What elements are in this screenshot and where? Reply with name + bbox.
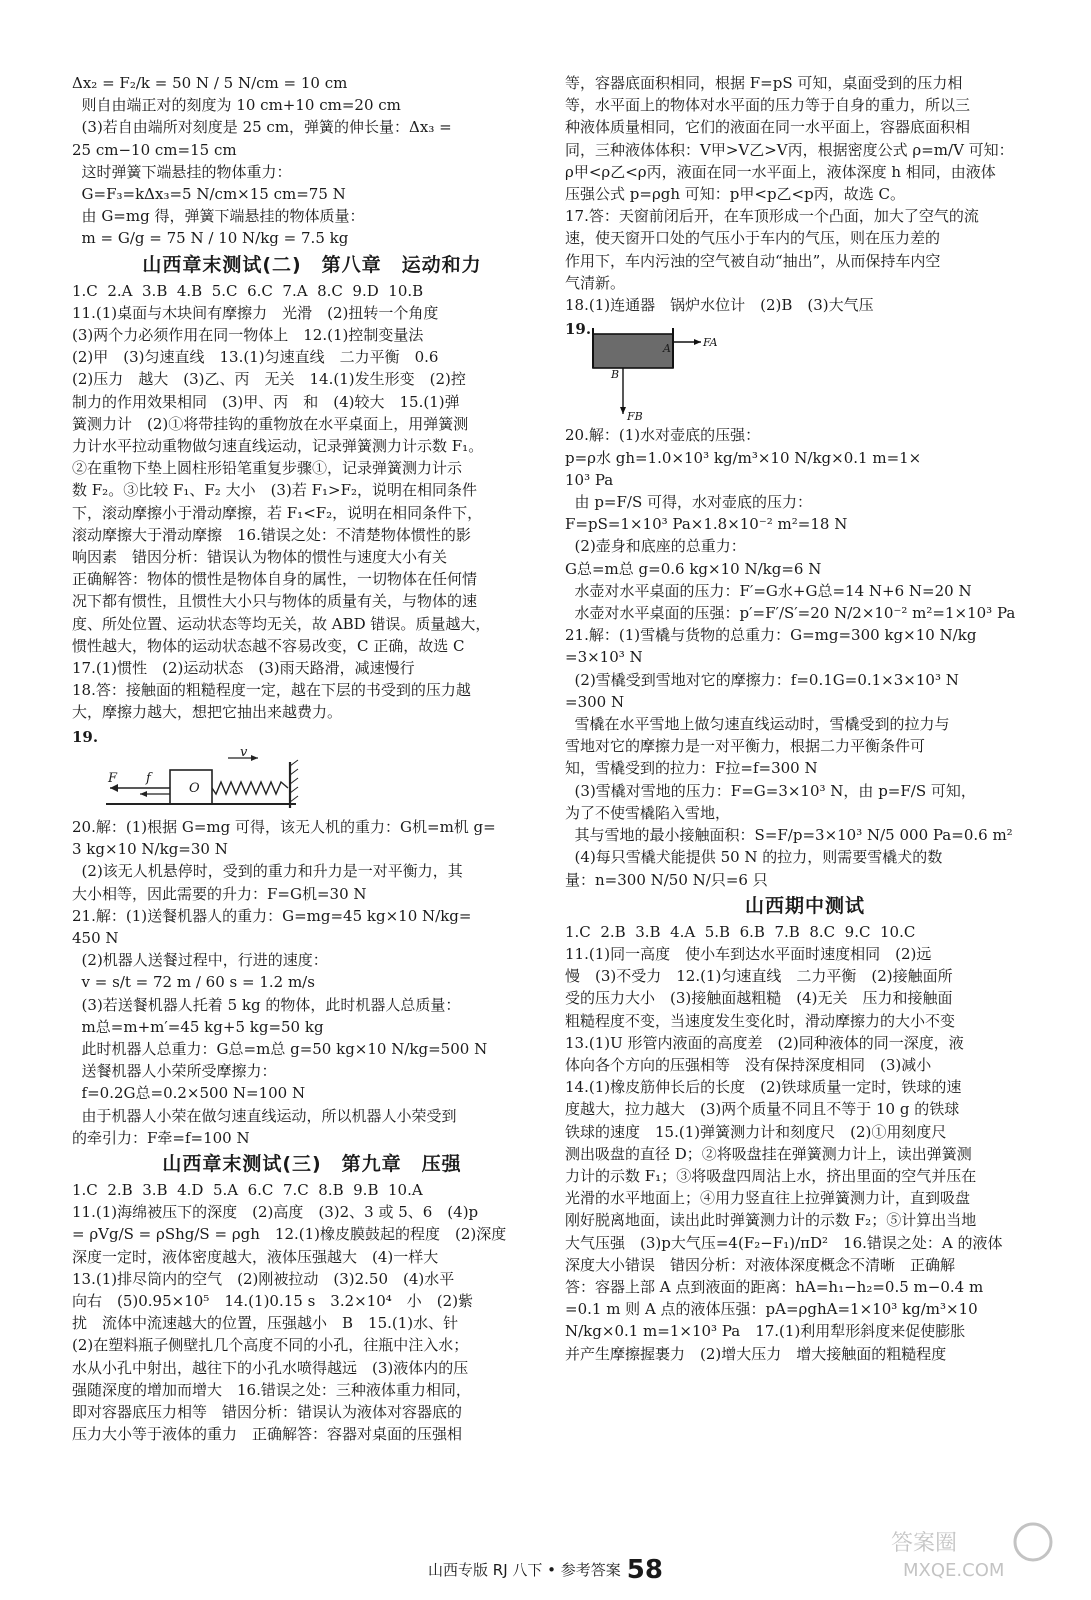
answer-line: 体向各个方向的压强相等 没有保持深度相同 (3)减小 (565, 1055, 932, 1074)
spring (212, 782, 288, 794)
wall-hatch (290, 769, 298, 775)
answer-line: 1.C 2.A 3.B 4.B 5.C 6.C 7.A 8.C 9.D 10.B (72, 281, 424, 300)
answer-line: 向右 (5)0.95×10⁵ 14.(1)0.15 s 3.2×10⁴ 小 (2)紫 (72, 1291, 474, 1310)
answer-line: 20.解：(1)水对壶底的压强： (565, 426, 761, 445)
spring-diagram (96, 748, 336, 812)
answer-line: 18.(1)连通器 锅炉水位计 (2)B (3)大气压 (565, 296, 874, 315)
answer-line: G总=m总 g=0.6 kg×10 N/kg=6 N (565, 559, 822, 578)
label-F: F (108, 770, 118, 786)
answer-line: 量：n=300 N/50 N/只=6 只 (565, 870, 768, 889)
answer-line: 同，三种液体体积：V甲>V乙>V丙，根据密度公式 ρ=m/V 可知： (565, 140, 1014, 159)
label-v: v (240, 747, 248, 760)
answer-line: p=ρ水 gh=1.0×10³ kg/m³×10 N/kg×0.1 m=1× (565, 448, 922, 467)
answer-line: 10³ Pa (565, 470, 614, 489)
label-FB: FB (627, 410, 643, 421)
answer-line: 这时弹簧下端悬挂的物体重力： (72, 162, 292, 181)
answer-line: 为了不使雪橇陷入雪地， (565, 803, 731, 822)
wall-hatch (290, 787, 298, 793)
answer-line: (4)每只雪橇犬能提供 50 N 的拉力，则需要雪橇犬的数 (565, 848, 943, 867)
answer-line: 13.(1)U 形管内液面的高度差 (2)同种液体的同一深度，液 (565, 1033, 964, 1052)
answer-line: 3 kg×10 N/kg=30 N (72, 840, 228, 859)
answer-line: 13.(1)排尽筒内的空气 (2)刚被拉动 (3)2.50 (4)水平 (72, 1269, 455, 1288)
answer-line: 光滑的水平地面上；④用力竖直往上拉弹簧测力计，直到吸盘 (565, 1189, 971, 1208)
answer-line: =3×10³ N (565, 648, 643, 667)
answer-line: (2)在塑料瓶子侧壁扎几个高度不同的小孔，往瓶中注入水； (72, 1336, 469, 1355)
section-heading: 山西章末测试(二) 第八章 运动和力 (142, 253, 482, 276)
answer-line: ρ甲<ρ乙<ρ丙，液面在同一水平面上，液体深度 h 相同，由液体 (565, 162, 996, 181)
answer-line: 响因素 错因分析：错误认为物体的惯性与速度大小有关 (72, 548, 448, 567)
right-column (565, 72, 1045, 1365)
answer-line: 压强公式 p=ρgh 可知：p甲<p乙<p丙，故选 C。 (565, 185, 905, 204)
answer-line: 下，滚动摩擦小于滑动摩擦，若 F₁<F₂，说明在相同条件下， (72, 503, 483, 522)
label-FA: FA (703, 336, 718, 350)
answer-line: 水壶对水平桌面的压力：F′=G水+G总=14 N+6 N=20 N (565, 581, 972, 600)
label-O: O (189, 780, 200, 796)
answer-line: 21.解：(1)送餐机器人的重力：G=mg=45 kg×10 N/kg= (72, 906, 472, 925)
answer-line: 21.解：(1)雪橇与货物的总重力：G=mg=300 kg×10 N/kg (565, 626, 977, 645)
answer-line: =0.1 m 则 A 点的液体压强：pA=ρghA=1×10³ kg/m³×10 (565, 1300, 978, 1319)
arrowhead (620, 407, 626, 414)
answer-line: 1.C 2.B 3.B 4.A 5.B 6.B 7.B 8.C 9.C 10.C (565, 922, 916, 941)
answer-line: 并产生摩擦握裹力 (2)增大压力 增大接触面的粗糙程度 (565, 1344, 947, 1363)
answer-line: G=F₃=kΔx₃=5 N/cm×15 cm=75 N (72, 185, 346, 204)
answer-line: 由于机器人小荣在做匀速直线运动，所以机器人小荣受到 (72, 1106, 457, 1125)
answer-line: 17.答：天窗前闭后开，在车顶形成一个凸面，加大了空气的流 (565, 207, 979, 226)
answer-line: 力计水平拉动重物做匀速直线运动，记录弹簧测力计示数 F₁。 (72, 437, 484, 456)
figure-number: 19. (565, 320, 592, 339)
answer-line: 惯性越大，物体的运动状态越不容易改变，C 正确，故选 C (72, 636, 465, 655)
answer-line: 答：容器上部 A 点到液面的距离：hA=h₁−h₂=0.5 m−0.4 m (565, 1277, 984, 1296)
wall-hatch (290, 796, 298, 802)
answer-line: 由 p=F/S 可得，水对壶底的压力： (565, 493, 812, 512)
answer-line: 粗糙程度不变，当速度发生变化时，滑动摩擦力的大小不变 (565, 1011, 956, 1030)
answer-line: 等，容器底面积相同，根据 F=pS 可知，桌面受到的压力相 (565, 74, 963, 92)
wall-hatch (290, 760, 298, 766)
answer-line: 雪地对它的摩擦力是一对平衡力，根据二力平衡条件可 (565, 737, 926, 756)
left-column (72, 72, 552, 1445)
answer-line: (3)若送餐机器人托着 5 kg 的物体，此时机器人总质量： (72, 995, 461, 1014)
answer-line: 簧测力计 (2)①将带挂钩的重物放在水平桌面上，用弹簧测 (72, 414, 469, 433)
label-A: A (663, 342, 671, 356)
answer-line: 正确解答：物体的惯性是物体自身的属性，一切物体在任何情 (72, 570, 478, 589)
answer-line: 况下都有惯性，且惯性大小只与物体的质量有关，与物体的速 (72, 592, 478, 611)
answer-line: (2)该无人机悬停时，受到的重力和升力是一对平衡力，其 (72, 862, 463, 881)
answer-line: f=0.2G总=0.2×500 N=100 N (72, 1084, 306, 1103)
answer-line: 度、所处位置、运动状态等均无关，故 ABD 错误。质量越大， (72, 614, 491, 633)
answer-line: 水壶对水平桌面的压强：p′=F′/S′=20 N/2×10⁻² m²=1×10³ Pa (565, 604, 1016, 623)
answer-line: 25 cm−10 cm=15 cm (72, 140, 237, 159)
answer-line: 数 F₂。③比较 F₁、F₂ 大小 (3)若 F₁>F₂，说明在相同条件 (72, 481, 477, 500)
arrowhead (694, 339, 701, 345)
answer-line: 压力大小等于液体的重力 正确解答：容器对桌面的压强相 (72, 1425, 463, 1444)
answer-line: 作用下，车内污浊的空气被自动“抽出”，从而保持车内空 (565, 251, 941, 270)
answer-line: 度越大，拉力越大 (3)两个质量不同且不等于 10 g 的铁球 (565, 1100, 960, 1119)
answer-line: 17.(1)惯性 (2)运动状态 (3)雨天路滑，减速慢行 (72, 659, 415, 678)
answer-line: 水从小孔中射出，越往下的小孔水喷得越远 (3)液体内的压 (72, 1358, 469, 1377)
answer-line: 20.解：(1)根据 G=mg 可得，该无人机的重力：G机=m机 g= (72, 817, 496, 836)
figure-container (565, 318, 1045, 420)
answer-line: (3)两个力必须作用在同一物体上 12.(1)控制变量法 (72, 326, 424, 345)
svg-text:答案圈: 答案圈 (891, 1531, 958, 1556)
answer-line: 14.(1)橡皮筋伸长后的长度 (2)铁球质量一定时，铁球的速 (565, 1078, 962, 1097)
liquid (593, 334, 673, 368)
answer-line: 扰 流体中流速越大的位置，压强越小 B 15.(1)水、针 (72, 1314, 459, 1333)
answer-line: F=pS=1×10³ Pa×1.8×10⁻² m²=18 N (565, 515, 848, 534)
answer-line: = ρVg/S = ρShg/S = ρgh 12.(1)橡皮膜鼓起的程度 (2)深度 (72, 1225, 507, 1244)
answer-line: 即对容器底压力相等 错因分析：错误认为液体对容器底的 (72, 1402, 463, 1421)
section-heading: 山西章末测试(三) 第九章 压强 (162, 1152, 462, 1175)
answer-line: 450 N (72, 928, 119, 947)
answer-line: ②在重物下垫上圆柱形铅笔重复步骤①，记录弹簧测力计示 (72, 459, 463, 478)
answer-line: 滚动摩擦大于滑动摩擦 16.错误之处：不清楚物体惯性的影 (72, 525, 471, 544)
footer-label: 山西专版 RJ 八下 • 参考答案 (428, 1561, 621, 1579)
answer-line: 的牵引力：F牵=f=100 N (72, 1128, 250, 1147)
answer-line: 气清新。 (565, 273, 626, 292)
answer-line: (2)压力 越大 (3)乙、丙 无关 14.(1)发生形变 (2)控 (72, 370, 466, 389)
answer-line: 强随深度的增加而增大 16.错误之处：三种液体重力相同， (72, 1380, 471, 1399)
answer-line: 此时机器人总重力：G总=m总 g=50 kg×10 N/kg=500 N (72, 1039, 488, 1058)
answer-line: Δx₂ = F₂/k = 50 N / 5 N/cm = 10 cm (72, 74, 348, 92)
answer-line: =300 N (565, 692, 625, 711)
answer-line: 由 G=mg 得，弹簧下端悬挂的物体质量： (72, 207, 365, 226)
watermark-text: MXQE.COM (903, 1560, 1005, 1581)
answer-line: m总=m+m′=45 kg+5 kg=50 kg (72, 1017, 324, 1036)
figure-number: 19. (72, 727, 99, 746)
answer-line: (2)机器人送餐过程中，行进的速度： (72, 951, 328, 970)
answer-line: 大，摩擦力越大，想把它抽出来越费力。 (72, 703, 343, 722)
label-B: B (611, 368, 620, 382)
answer-line: 知，雪橇受到的拉力：F拉=f=300 N (565, 759, 818, 778)
answer-line: 11.(1)海绵被压下的深度 (2)高度 (3)2、3 或 5、6 (4)p (72, 1203, 479, 1222)
arrowhead (251, 755, 258, 761)
container-diagram (587, 324, 787, 420)
arrowhead (140, 791, 147, 797)
answer-line: 测出吸盘的直径 D；②将吸盘挂在弹簧测力计上，读出弹簧测 (565, 1144, 972, 1163)
answer-line: 种液体质量相同，它们的液面在同一水平面上，容器底面积相 (565, 118, 971, 137)
answer-line: 受的压力大小 (3)接触面越粗糙 (4)无关 压力和接触面 (565, 989, 953, 1008)
answer-line: 11.(1)桌面与木块间有摩擦力 光滑 (2)扭转一个角度 (72, 303, 439, 322)
answer-line: 大气压强 (3)p大气压=4(F₂−F₁)/πD² 16.错误之处：A 的液体 (565, 1233, 1003, 1252)
answer-line: 11.(1)同一高度 使小车到达水平面时速度相同 (2)远 (565, 944, 932, 963)
label-f: f (146, 770, 151, 786)
answer-line: 等，水平面上的物体对水平面的压力等于自身的重力，所以三 (565, 96, 971, 115)
answer-line: 其与雪地的最小接触面积：S=F/p=3×10³ N/5 000 Pa=0.6 m² (565, 826, 1013, 845)
answer-line: 深度大小错误 错因分析：对液体深度概念不清晰 正确解 (565, 1255, 956, 1274)
answer-line: (2)甲 (3)匀速直线 13.(1)匀速直线 二力平衡 0.6 (72, 348, 439, 367)
answer-line: N/kg×0.1 m=1×10³ Pa 17.(1)利用犁形斜度来促使膨胀 (565, 1322, 966, 1341)
section-heading: 山西期中测试 (744, 894, 865, 917)
page-number: 58 (626, 1555, 663, 1585)
answer-line: 慢 (3)不受力 12.(1)匀速直线 二力平衡 (2)接触面所 (565, 967, 953, 986)
answer-line: 1.C 2.B 3.B 4.D 5.A 6.C 7.C 8.B 9.B 10.A (72, 1180, 423, 1199)
figure-spring-block (72, 726, 552, 812)
answer-line: 大小相等，因此需要的升力：F=G机=30 N (72, 884, 367, 903)
answer-line: 则自由端正对的刻度为 10 cm+10 cm=20 cm (72, 96, 401, 115)
answer-line: (2)雪橇受到雪地对它的摩擦力：f=0.1G=0.1×3×10³ N (565, 670, 959, 689)
answer-line: 18.答：接触面的粗糙程度一定，越在下层的书受到的压力越 (72, 681, 471, 700)
answer-line: 铁球的速度 15.(1)弹簧测力计和刻度尺 (2)①用刻度尺 (565, 1122, 947, 1141)
wall-hatch (290, 778, 298, 784)
answer-line: m = G/g = 75 N / 10 N/kg = 7.5 kg (72, 229, 349, 248)
answer-line: 深度一定时，液体密度越大，液体压强越大 (4)一样大 (72, 1247, 439, 1266)
answer-line: (3)若自由端所对刻度是 25 cm，弹簧的伸长量：Δx₃ = (72, 118, 452, 137)
watermark-logo (883, 1520, 1073, 1582)
answer-line: 速，使天窗开口处的气压小于车内的气压，则在压力差的 (565, 229, 941, 248)
answer-line: v = s/t = 72 m / 60 s = 1.2 m/s (72, 973, 315, 992)
answer-line: 雪橇在水平雪地上做匀速直线运动时，雪橇受到的拉力与 (565, 715, 950, 734)
answer-line: (2)壶身和底座的总重力： (565, 537, 746, 556)
answer-line: 制力的作用效果相同 (3)甲、丙 和 (4)较大 15.(1)弹 (72, 392, 460, 411)
answer-line: 刚好脱离地面，读出此时弹簧测力计的示数 F₂；⑤计算出当地 (565, 1211, 977, 1230)
answer-line: 送餐机器人小荣所受摩擦力： (72, 1062, 277, 1081)
answer-line: (3)雪橇对雪地的压力：F=G=3×10³ N，由 p=F/S 可知， (565, 781, 976, 800)
answer-line: 力计的示数 F₁；③将吸盘四周沾上水，挤出里面的空气并压在 (565, 1166, 977, 1185)
